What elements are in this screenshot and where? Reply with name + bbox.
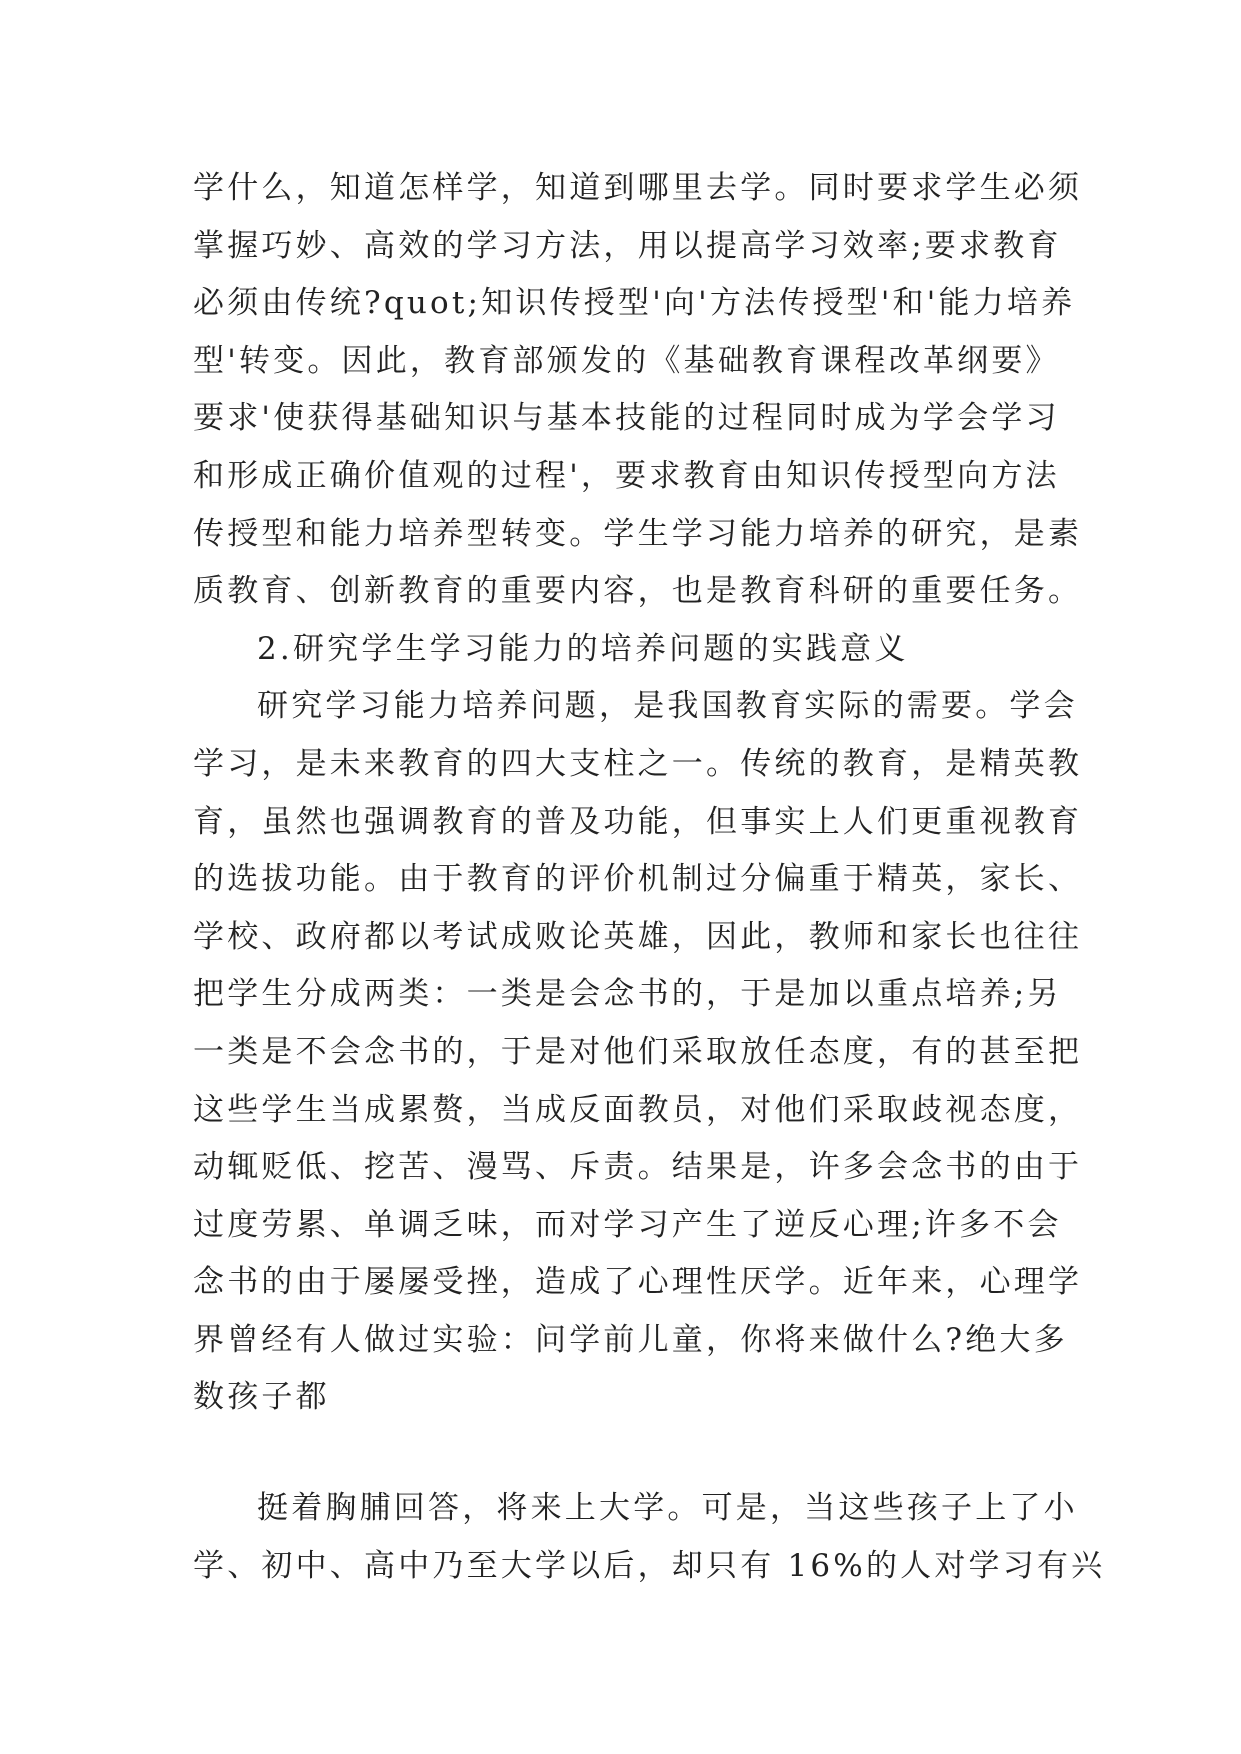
text-line: 必须由传统?quot;知识传授型'向'方法传授型'和'能力培养 [193,285,1076,322]
text-line: 传授型和能力培养型转变。学生学习能力培养的研究，是素 [193,515,1083,552]
text-line: 动辄贬低、挖苦、漫骂、斥责。结果是，许多会念书的由于 [193,1149,1083,1186]
body-text-block-continued [193,1480,1106,1595]
text-line: 数孩子都 [193,1379,330,1416]
text-line: 过度劳累、单调乏味，而对学习产生了逆反心理;许多不会 [193,1206,1062,1243]
text-line: 学习，是未来教育的四大支柱之一。传统的教育，是精英教 [193,745,1083,782]
text-line: 界曾经有人做过实验：问学前儿童，你将来做什么?绝大多 [193,1321,1068,1358]
text-line: 质教育、创新教育的重要内容，也是教育科研的重要任务。 [193,573,1083,610]
text-line: 这些学生当成累赘，当成反面教员，对他们采取歧视态度， [193,1091,1083,1128]
text-line: 的选拔功能。由于教育的评价机制过分偏重于精英，家长、 [193,861,1083,898]
text-line: 学校、政府都以考试成败论英雄，因此，教师和家长也往往 [193,918,1083,955]
text-line: 和形成正确价值观的过程'，要求教育由知识传授型向方法 [193,457,1060,494]
text-line: 念书的由于屡屡受挫，造成了心理性厌学。近年来，心理学 [193,1264,1083,1301]
text-line: 要求'使获得基础知识与基本技能的过程同时成为学会学习 [193,400,1060,437]
text-line: 育，虽然也强调教育的普及功能，但事实上人们更重视教育 [193,803,1083,840]
body-text-block [193,160,1083,1427]
text-line: 一类是不会念书的，于是对他们采取放任态度，有的甚至把 [193,1033,1083,1070]
text-line: 学什么，知道怎样学，知道到哪里去学。同时要求学生必须 [193,170,1083,206]
text-line: 学、初中、高中乃至大学以后，却只有 16%的人对学习有兴 [193,1547,1106,1584]
text-line: 把学生分成两类：一类是会念书的，于是加以重点培养;另 [193,976,1062,1013]
text-line: 掌握巧妙、高效的学习方法，用以提高学习效率;要求教育 [193,227,1062,264]
text-line: 型'转变。因此，教育部颁发的《基础教育课程改革纲要》 [193,342,1060,379]
text-line: 挺着胸脯回答，将来上大学。可是，当这些孩子上了小 [257,1490,1078,1526]
text-line: 研究学习能力培养问题，是我国教育实际的需要。学会 [257,688,1078,725]
section-heading: 2.研究学生学习能力的培养问题的实践意义 [257,630,909,667]
